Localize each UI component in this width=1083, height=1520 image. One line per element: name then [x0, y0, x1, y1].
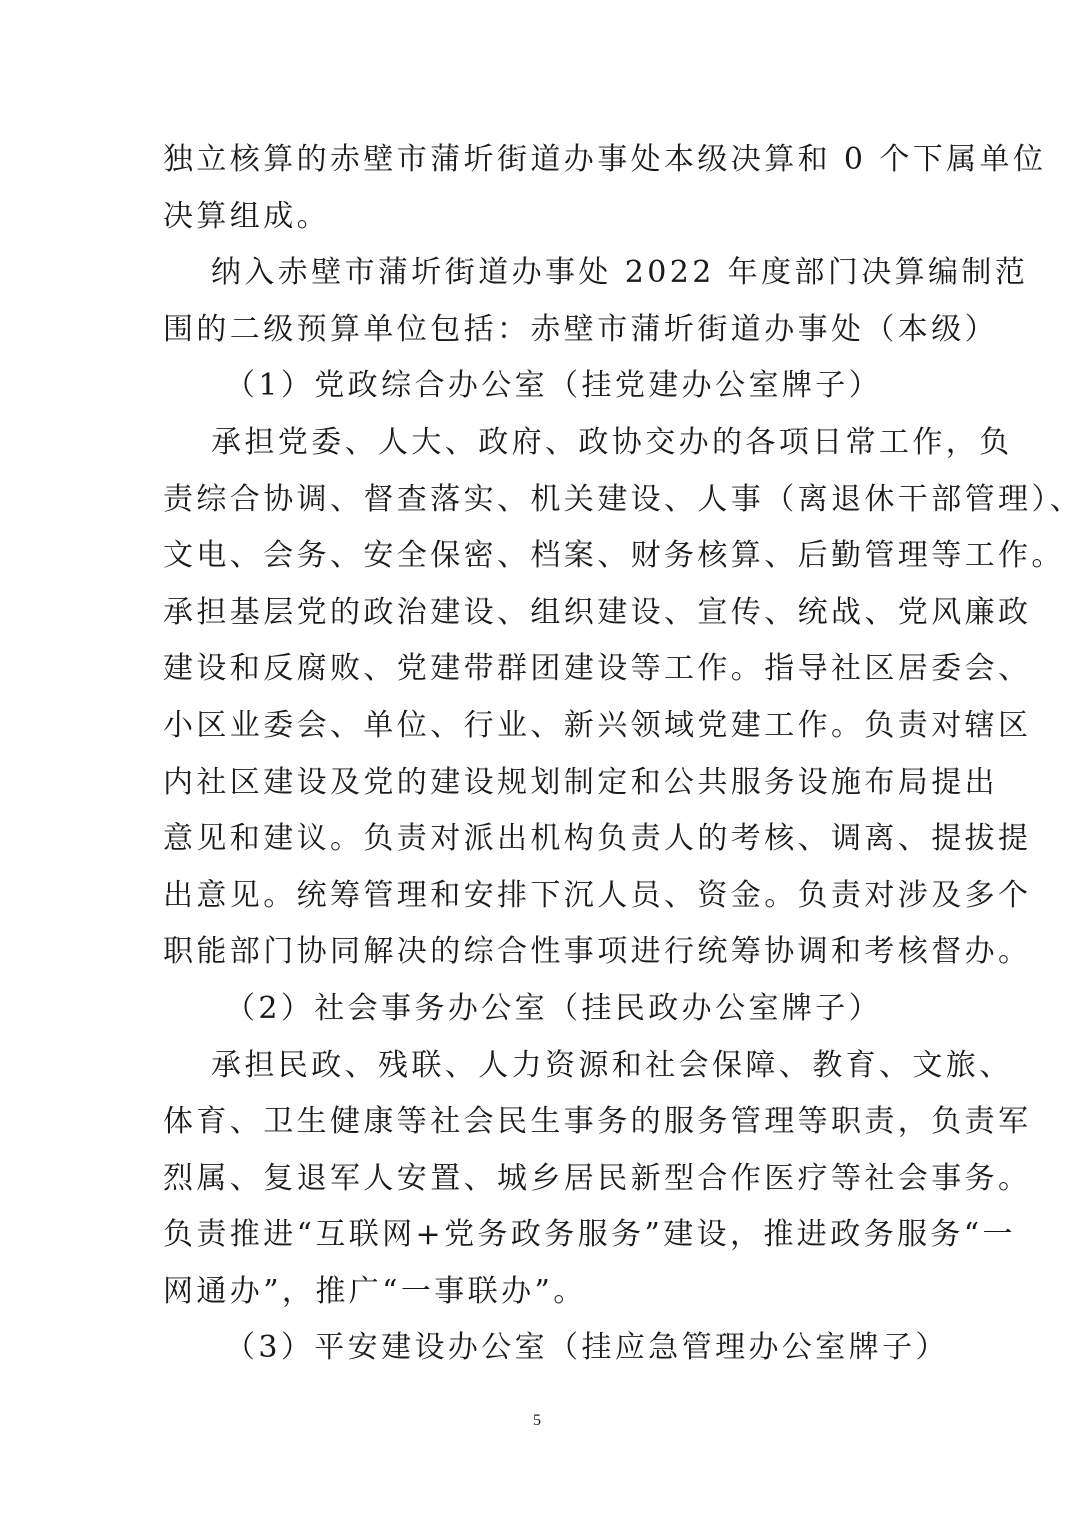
section-heading: （1）党政综合办公室（挂党建办公室牌子） — [225, 368, 883, 404]
text-line: 决算组成。 — [163, 198, 330, 234]
text-line: 网通办”，推广“一事联办”。 — [163, 1273, 587, 1309]
text-line: 内社区建设及党的建设规划制定和公共服务设施布局提出 — [163, 764, 998, 800]
text-line: 纳入赤壁市蒲圻街道办事处 2022 年度部门决算编制范 — [211, 255, 1029, 291]
text-line: 小区业委会、单位、行业、新兴领域党建工作。负责对辖区 — [163, 707, 1032, 743]
text-line: 承担民政、残联、人力资源和社会保障、教育、文旅、 — [211, 1047, 1013, 1083]
text-line: 承担党委、人大、政府、政协交办的各项日常工作，负 — [211, 424, 1013, 460]
text-line: 独立核算的赤壁市蒲圻街道办事处本级决算和 0 个下属单位 — [163, 142, 1047, 177]
document-body — [163, 132, 1083, 1377]
text-line: 出意见。统筹管理和安排下沉人员、资金。负责对涉及多个 — [163, 877, 1032, 913]
text-line: 意见和建议。负责对派出机构负责人的考核、调离、提拔提 — [163, 821, 1032, 857]
section-heading: （3）平安建设办公室（挂应急管理办公室牌子） — [225, 1330, 949, 1366]
text-line: 烈属、复退军人安置、城乡居民新型合作医疗等社会事务。 — [163, 1160, 1032, 1196]
text-line: 负责推进“互联网+党务政务服务”建设，推进政务服务“一 — [163, 1217, 1016, 1253]
text-line: 责综合协调、督查落实、机关建设、人事（离退休干部管理）、 — [163, 481, 1083, 517]
text-line: 文电、会务、安全保密、档案、财务核算、后勤管理等工作。 — [163, 538, 1065, 574]
text-line: 围的二级预算单位包括：赤壁市蒲圻街道办事处（本级） — [163, 311, 998, 347]
text-line: 职能部门协同解决的综合性事项进行统筹协调和考核督办。 — [163, 934, 1032, 970]
text-line: 建设和反腐败、党建带群团建设等工作。指导社区居委会、 — [163, 651, 1032, 687]
section-heading: （2）社会事务办公室（挂民政办公室牌子） — [225, 990, 883, 1026]
text-line: 体育、卫生健康等社会民生事务的服务管理等职责，负责军 — [163, 1104, 1032, 1140]
page-number: 5 — [533, 1412, 541, 1429]
text-line: 承担基层党的政治建设、组织建设、宣传、统战、党风廉政 — [163, 594, 1032, 630]
